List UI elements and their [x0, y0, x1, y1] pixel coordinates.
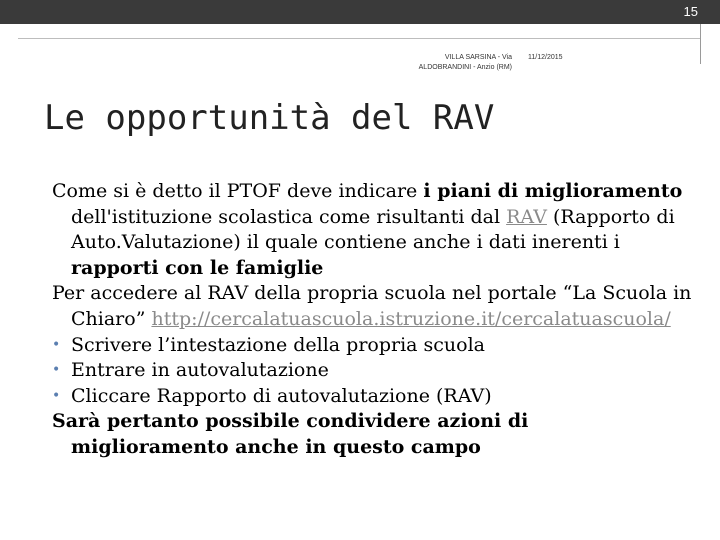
bullet-icon: • [52, 387, 61, 404]
list-item-text: Entrare in autovalutazione [71, 359, 329, 382]
bold-run: rapporti con le famiglie [71, 256, 324, 279]
paragraph-ptof [52, 179, 692, 281]
bullet-icon: • [52, 362, 61, 379]
text-run: dell'istituzione scolastica come risultanti dal [71, 205, 507, 228]
text-run: Per accedere al RAV della propria scuola nel portale “La Scuola in Chiaro” [52, 282, 692, 330]
slide-number: 15 [683, 4, 698, 19]
list-item [52, 384, 692, 410]
school-name: VILLA SARSINA - Via ALDOBRANDINI - Anzio (RM) [418, 54, 512, 71]
list-item [52, 358, 692, 384]
paragraph-closing [52, 409, 692, 460]
list-item-text: Cliccare Rapporto di autovalutazione (RAV) [71, 384, 492, 407]
bold-run: Sarà pertanto possibile condividere azioni di miglioramento anche in questo campo [52, 410, 529, 458]
list-item-text: Scrivere l’intestazione della propria scuola [71, 333, 486, 356]
rav-link[interactable]: RAV [506, 205, 547, 228]
portal-link[interactable]: http://cercalatuascuola.istruzione.it/cercalatuascuola/ [151, 307, 671, 330]
text-run: (Rapporto di Auto.Valutazione) il quale contiene anche i dati inerenti i [71, 205, 675, 254]
paragraph-access [52, 281, 692, 332]
bold-run: i piani di miglioramento [423, 180, 683, 202]
text-run: Come si è detto il PTOF deve indicare [52, 180, 424, 202]
header-divider [18, 38, 700, 39]
slide-body [52, 179, 692, 461]
top-bar [0, 0, 720, 24]
header-date: 11/12/2015 [528, 54, 563, 61]
list-item [52, 333, 692, 359]
slide-title: Le opportunità del RAV [44, 98, 495, 138]
vertical-divider [700, 24, 701, 64]
bullet-icon: • [52, 336, 61, 353]
